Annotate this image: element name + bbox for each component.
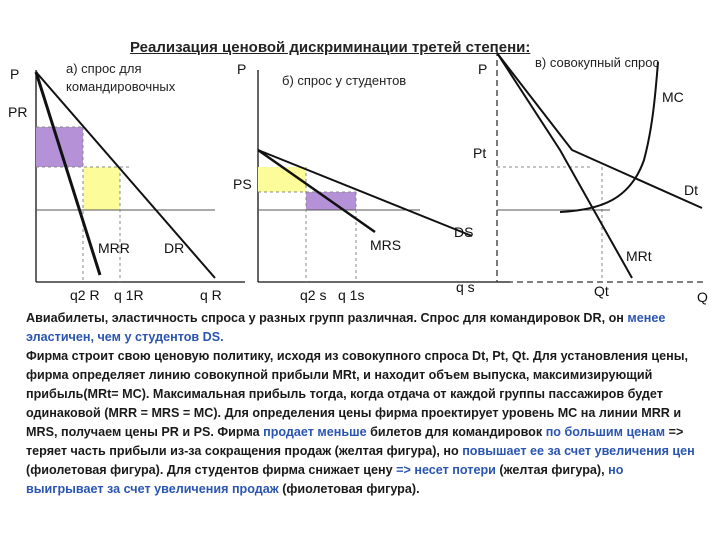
- panel-b-q1-label: q 1s: [338, 287, 365, 303]
- paragraph-2: [26, 347, 698, 499]
- panel-c: [497, 50, 705, 282]
- panel-c-axis-p: P: [478, 61, 488, 77]
- panel-c-mr-curve: [497, 53, 632, 278]
- panel-b-demand-curve: [258, 150, 472, 236]
- panel-c-mr-label: MRt: [626, 248, 652, 264]
- panel-b-axis-p: P: [237, 61, 247, 77]
- sentence-4a: Фирма: [217, 425, 260, 439]
- panel-c-q-label: Qt: [594, 283, 609, 299]
- panel-c-demand-curve: [497, 53, 702, 208]
- sentence-4h: (фиолетовая фигура). Для студентов фирма снижает цену: [26, 463, 393, 477]
- panel-a-d-label: DR: [164, 240, 185, 256]
- sentence-4c: билетов для командировок: [370, 425, 543, 439]
- panel-a-mr-label: MRR: [98, 240, 130, 256]
- panel-c-axis-q: Q: [697, 289, 708, 305]
- panel-c-mc-curve: [560, 62, 658, 212]
- panel-b-q2-label: q2 s: [300, 287, 327, 303]
- sentence-4e: => теряет часть прибыли из-за сокращения продаж: [26, 425, 684, 458]
- panel-a-q1-label: q 1R: [114, 287, 144, 303]
- panel-a-caption-line1: а) спрос для: [66, 61, 142, 76]
- sentence-4f: (желтая фигура), но: [334, 444, 459, 458]
- panel-b-caption: б) спрос у студентов: [282, 73, 407, 88]
- panel-a-q2-label: q2 R: [70, 287, 100, 303]
- sentence-4i: => несет потери: [396, 463, 496, 477]
- panel-a-axis-p: P: [10, 66, 20, 82]
- panel-a-pr-label: PR: [8, 104, 28, 120]
- sentence-3: Для определения цены фирма проектирует уровень MC на линии MRR и MRS, получаем цены PR и PS.: [26, 406, 682, 439]
- slide-title: Реализация ценовой дискриминации третей степени:: [130, 39, 531, 56]
- panel-b-mr-label: MRS: [370, 237, 402, 253]
- panel-a-yellow-area: [83, 167, 120, 210]
- sentence-4l: (фиолетовая фигура).: [282, 482, 420, 496]
- sentence-1: Авиабилеты, эластичность спроса у разных групп различная. Спрос для командировок DR, он: [26, 311, 624, 325]
- panel-b-d-label: DS: [454, 224, 474, 240]
- sentence-4d: по большим ценам: [545, 425, 666, 439]
- sentence-2: Фирма строит свою ценовую политику, исходя из совокупного спроса Dt, Pt, Qt. Для установления цены, фирма определяет линию совокупной прибыли MRt, и находит объем выпуска, максимизирующий прибыль(MRt= MC). Максимальная прибыль тогда, когда отдача от каждой группы пассажиров будет одинаковой (MRR = MRS = MC).: [26, 349, 689, 420]
- panel-a: [36, 70, 245, 282]
- panel-c-d-label: Dt: [684, 182, 698, 198]
- paragraph-1: [26, 309, 698, 347]
- sentence-4k: но выигрывает за счет увеличения продаж: [26, 463, 624, 496]
- panel-a-caption-line2: командировочных: [66, 79, 176, 94]
- panel-c-mc-label: MC: [662, 89, 684, 105]
- panel-a-q-label: q R: [200, 287, 222, 303]
- sentence-4g: повышает ее за счет увеличения цен: [462, 444, 695, 458]
- sentence-4j: (желтая фигура),: [499, 463, 605, 477]
- panel-c-caption: в) совокупный спрос: [535, 55, 659, 70]
- panel-c-pt-label: Pt: [473, 145, 487, 161]
- explanation-text: [26, 309, 698, 499]
- panel-b-q-label: q s: [456, 279, 475, 295]
- sentence-1b: менее эластичен, чем у студентов DS.: [26, 311, 666, 344]
- panel-b-ps-label: PS: [233, 176, 252, 192]
- sentence-4b: продает меньше: [263, 425, 367, 439]
